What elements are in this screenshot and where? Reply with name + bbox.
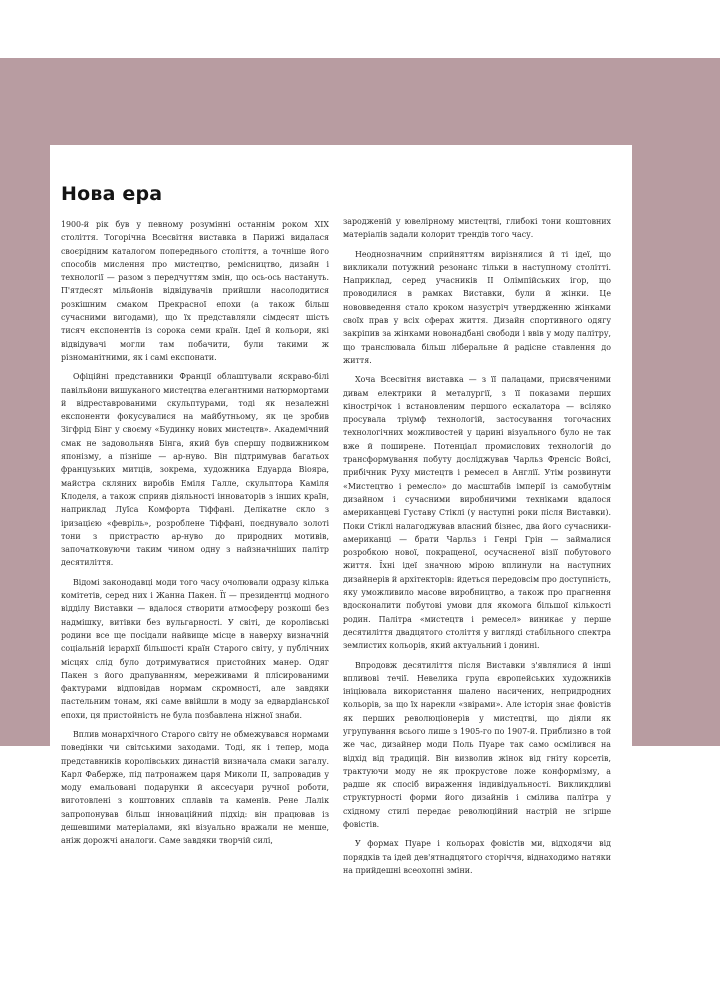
article-title: Нова ера xyxy=(61,183,163,205)
article-page xyxy=(50,145,632,1000)
paragraph: 1900-й рік був у певному розумінні останнім роком XIX століття. Тогорічна Всесвітня виставка в Парижі видалася своєрідним каталогом попереднього століття, а точніше його способів мислення про мистецтво, ремісництво, дизайн і технології — разом з передчуттям змін, що ось-ось настануть. П'ятдесят мільйонів відвідувачів прийшли насолодитися розкішним смаком Прекрасної епохи (а також більш сучасними вигодами), що їх представляли сімдесят шість тисяч експонентів із сорока семи країн. Ідеї й кольори, які відвідувачі могли там побачити, були такими ж різноманітними, як і самі експонати. xyxy=(61,220,329,362)
paragraph: Офіційні представники Франції облаштували яскраво-білі павільйони вишуканого мистецтва елегантними натюрмортами й відреставрованими скульптурами, тоді як незалежні експоненти фокусувалися на майбутньому, як це зробив Зігфрід Бінг у своєму «Будинку нових мистецтв». Академічний смак не задовольняв Бінга, який був спершу подвижником японізму, а пізніше — ар-нуво. Він підтримував багатьох французьких митців, зокрема, художника Едуарда Віояра, майстра скляних виробів Еміля Галле, скульптора Каміля Клоделя, а також сприяв діяльності інноваторів з інших країн, наприклад Луїса Комфорта Тіффані. Делікатне скло з іризацією «февріль», розроблене Тіффані, поєднувало золоті тони з пристрастю ар-нуво до природних мотивів, започатковуючи таким чином одну з найзначніших палітр десятиліття. xyxy=(61,372,329,568)
paragraph: зародженій у ювелірному мистецтві, глибокі тони коштовних матеріалів задали колорит трендів того часу. xyxy=(343,217,611,240)
paragraph: У формах Пуаре і кольорах фовістів ми, відходячи від порядків та ідей дев'ятнадцятого сторіччя, віднаходимо натяки на прийдешні всеохопні зміни. xyxy=(343,839,611,875)
paragraph: Хоча Всесвітня виставка — з її палацами, присвяченими дивам електрики й металургії, з її показами перших кінострічок і встановленим першого ескалатора — всіляко просувала тріумф технологій, застосування тогочасних технологічних можливостей у царині візуального було не так вже й поширене. Потенціал промислових технологій до трансформування побуту досліджував Чарльз Френсіс Войсі, прибічник Руху мистецтв і ремесел в Англії. Утім розвинути «Мистецтво і ремесло» до масштабів імперії із самобутнім дизайном і сучасними виробничими техніками вдалося американцеві Густаву Стіклі (у наступні роки після Виставки). Поки Стіклі налагоджував власний бізнес, два його сучасники-американці — брати Чарльз і Генрі Грін — займалися розробкою нової, покращеної, осучасненої візії побутового життя. Їхні ідеї значною мірою вплинули на наступних дизайнерів й архітекторів: йдеться передовсім про доступність, яку уможливило масове виробництво, а також про прагнення вдосконалити побутові умови для якомога більшої кількості родин. Палітра «мистецтв і ремесел» виникає у перше десятиліття двадцятого століття у вигляді стабільного спектра землистих кольорів, який актуальний і донині. xyxy=(343,375,611,651)
paragraph: Неоднозначним сприйняттям вирізнялися й ті ідеї, що викликали потужний резонанс тільки в наступному столітті. Наприклад, серед учасників II Олімпійських ігор, що проводилися в рамках Виставки, були й жінки. Це нововведення стало кроком назустріч утвердженню жінками своїх прав у всіх сферах життя. Дизайн спортивного одягу закріпив за жінками новонадбані свободи і ввів у моду палітру, що транслювала більш ліберальне й радісне ставлення до життя. xyxy=(343,249,611,365)
left-column xyxy=(61,218,329,854)
paragraph: Відомі законодавці моди того часу очолювали одразу кілька комітетів, серед них і Жанна Пакен. Її — президентці модного відділу Виставки — вдалося створити атмосферу розкоші без надмішку, витівки без вульгарності. У світі, де королівські родини все ще посідали найвище місце в наверху визначній соціальній ієрархії більшості країн Старого світу, у публічних місцях слід було дотримуватися пристойних манер. Одяг Пакен з його драпуванням, мереживами й плісированими фактурами відповідав нормам скромності, але завдяки пастельним тонам, які саме ввійшли в моду за едвардіанської епохи, ця пристойність не була позбавлена ніжної знаби. xyxy=(61,577,329,720)
paragraph: Впродовж десятиліття після Виставки з'являлися й інші впливові течії. Невелика група європейських художників ініціювала використання шалено насичених, непридродних кольорів, за що їх нарекли «звірами». Але історія знає фовістів як перших революціонерів у мистецтві, що діяли як угрупування всього лише з 1905-го по 1907-й. Приблизно в той же час, дизайнер моди Поль Пуаре так само осмілився на відхід від традицій. Він визволив жінок від гніту корсетів, трактуючи моду не як прокрустове ложе конформізму, а радше як спосіб вираження індивідуальності. Викликдливі структурності форми його дизайнів і смілива палітра у східному стилі передає революційний настрій не згірше фовістів. xyxy=(343,660,611,830)
right-column xyxy=(343,215,611,883)
paragraph: Вплив монархічного Старого світу не обмежувався нормами поведінки чи світськими заходами. Тоді, як і тепер, мода представників королівських династій визначала смаки загалу. Карл Фаберже, під патронажем царя Миколи II, запровадив у моду емальовані подарунки й аксесуари ручної роботи, виготовлені з коштовних сплавів та каменів. Рене Лалік запропонував більш інноваційний підхід: він працював із дешевшими матеріалами, які візуально вражали не менше, аніж дорожчі аналоги. Саме завдяки творчій силі, xyxy=(61,729,329,846)
